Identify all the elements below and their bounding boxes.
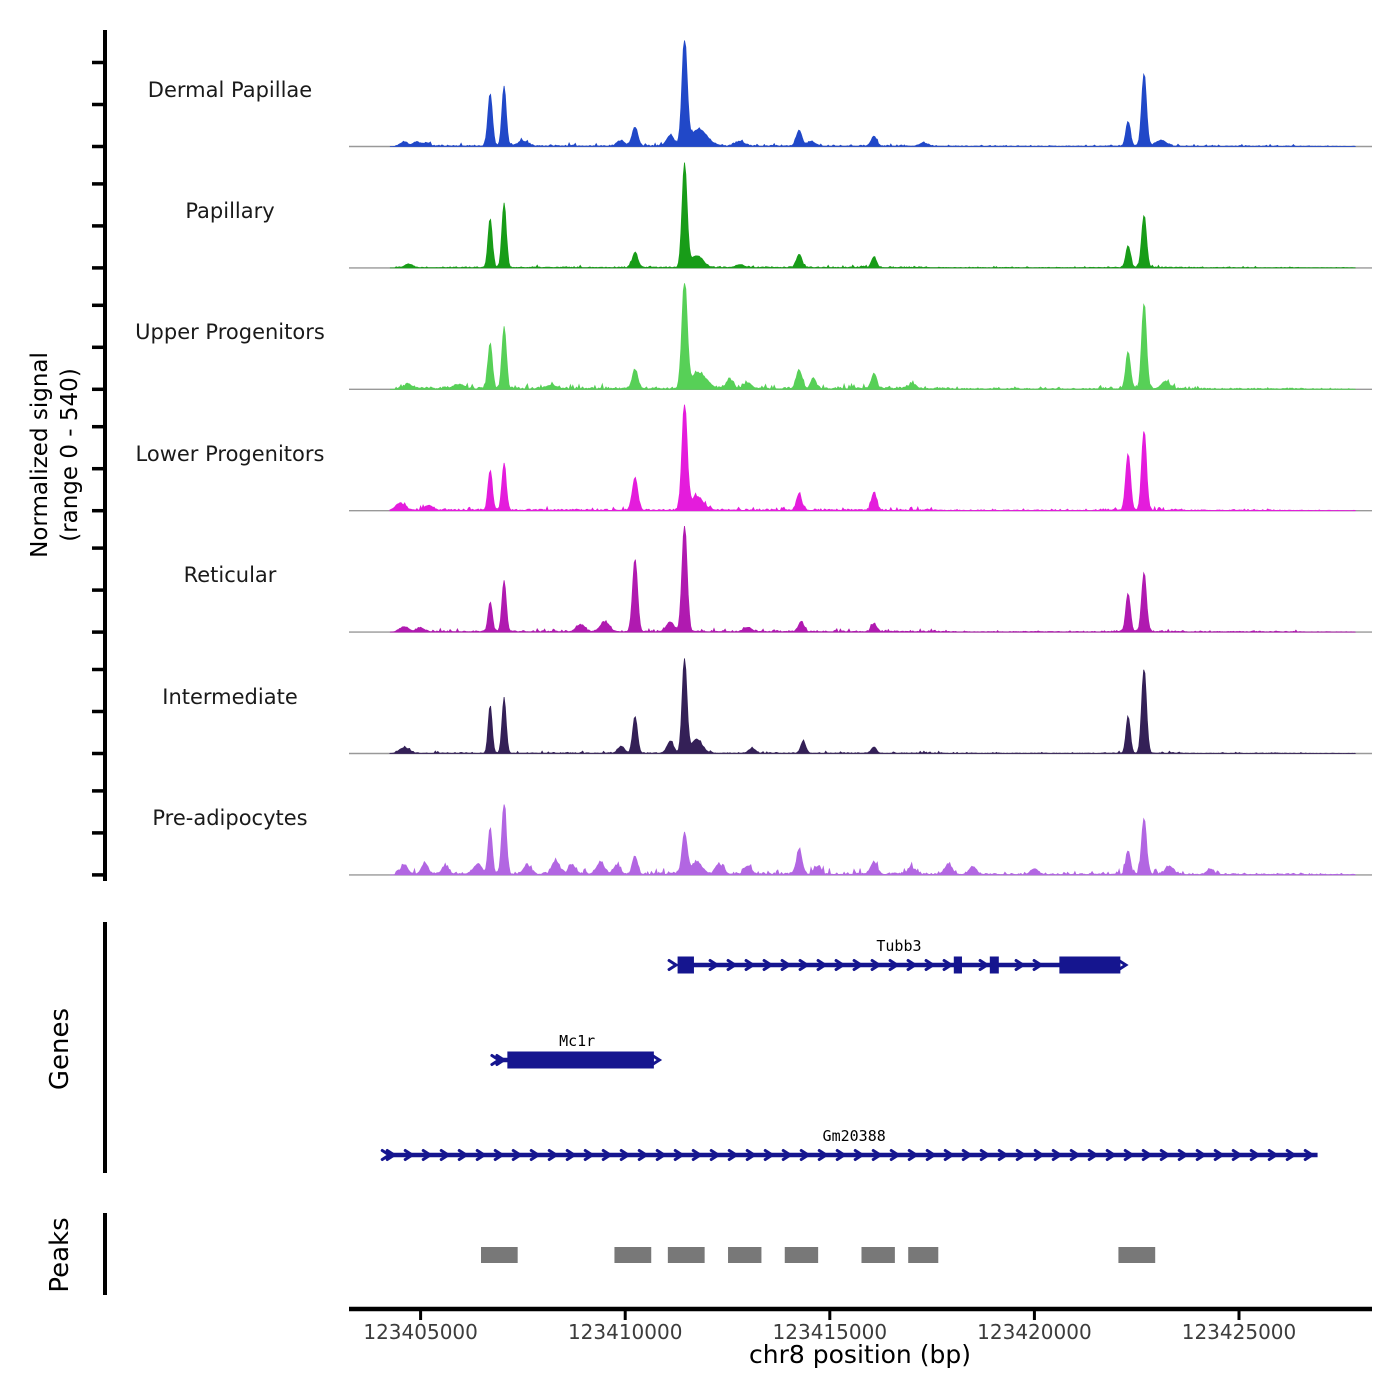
x-tick-label-123405000: 123405000	[363, 1320, 478, 1344]
track-label-dermal-papillae: Dermal Papillae	[147, 77, 313, 102]
x-tick-label-123420000: 123420000	[977, 1320, 1092, 1344]
track-label-reticular: Reticular	[183, 563, 277, 588]
x-tick-label-123415000: 123415000	[772, 1320, 888, 1344]
x-tick-label-123410000: 123410000	[567, 1320, 683, 1344]
track-label-intermediate: Intermediate	[162, 684, 298, 709]
track-label-papillary: Papillary	[185, 198, 275, 223]
genes-section-label: Genes	[45, 1007, 75, 1091]
x-axis-label: chr8 position (bp)	[749, 1340, 971, 1369]
gene-label-gm20388: Gm20388	[822, 1127, 886, 1145]
peaks-section-label: Peaks	[45, 1217, 75, 1293]
x-tick-label-123425000: 123425000	[1181, 1320, 1297, 1344]
track-label-lower-progenitors: Lower Progenitors	[135, 441, 325, 466]
y-axis-label-line2: (range 0 - 540)	[57, 368, 83, 542]
gene-label-mc1r: Mc1r	[559, 1032, 596, 1050]
y-axis-label-line1: Normalized signal	[27, 352, 53, 558]
track-label-pre-adipocytes: Pre-adipocytes	[152, 805, 308, 830]
gene-label-tubb3: Tubb3	[876, 937, 922, 955]
y-axis-label	[25, 330, 85, 580]
track-label-upper-progenitors: Upper Progenitors	[135, 320, 325, 345]
